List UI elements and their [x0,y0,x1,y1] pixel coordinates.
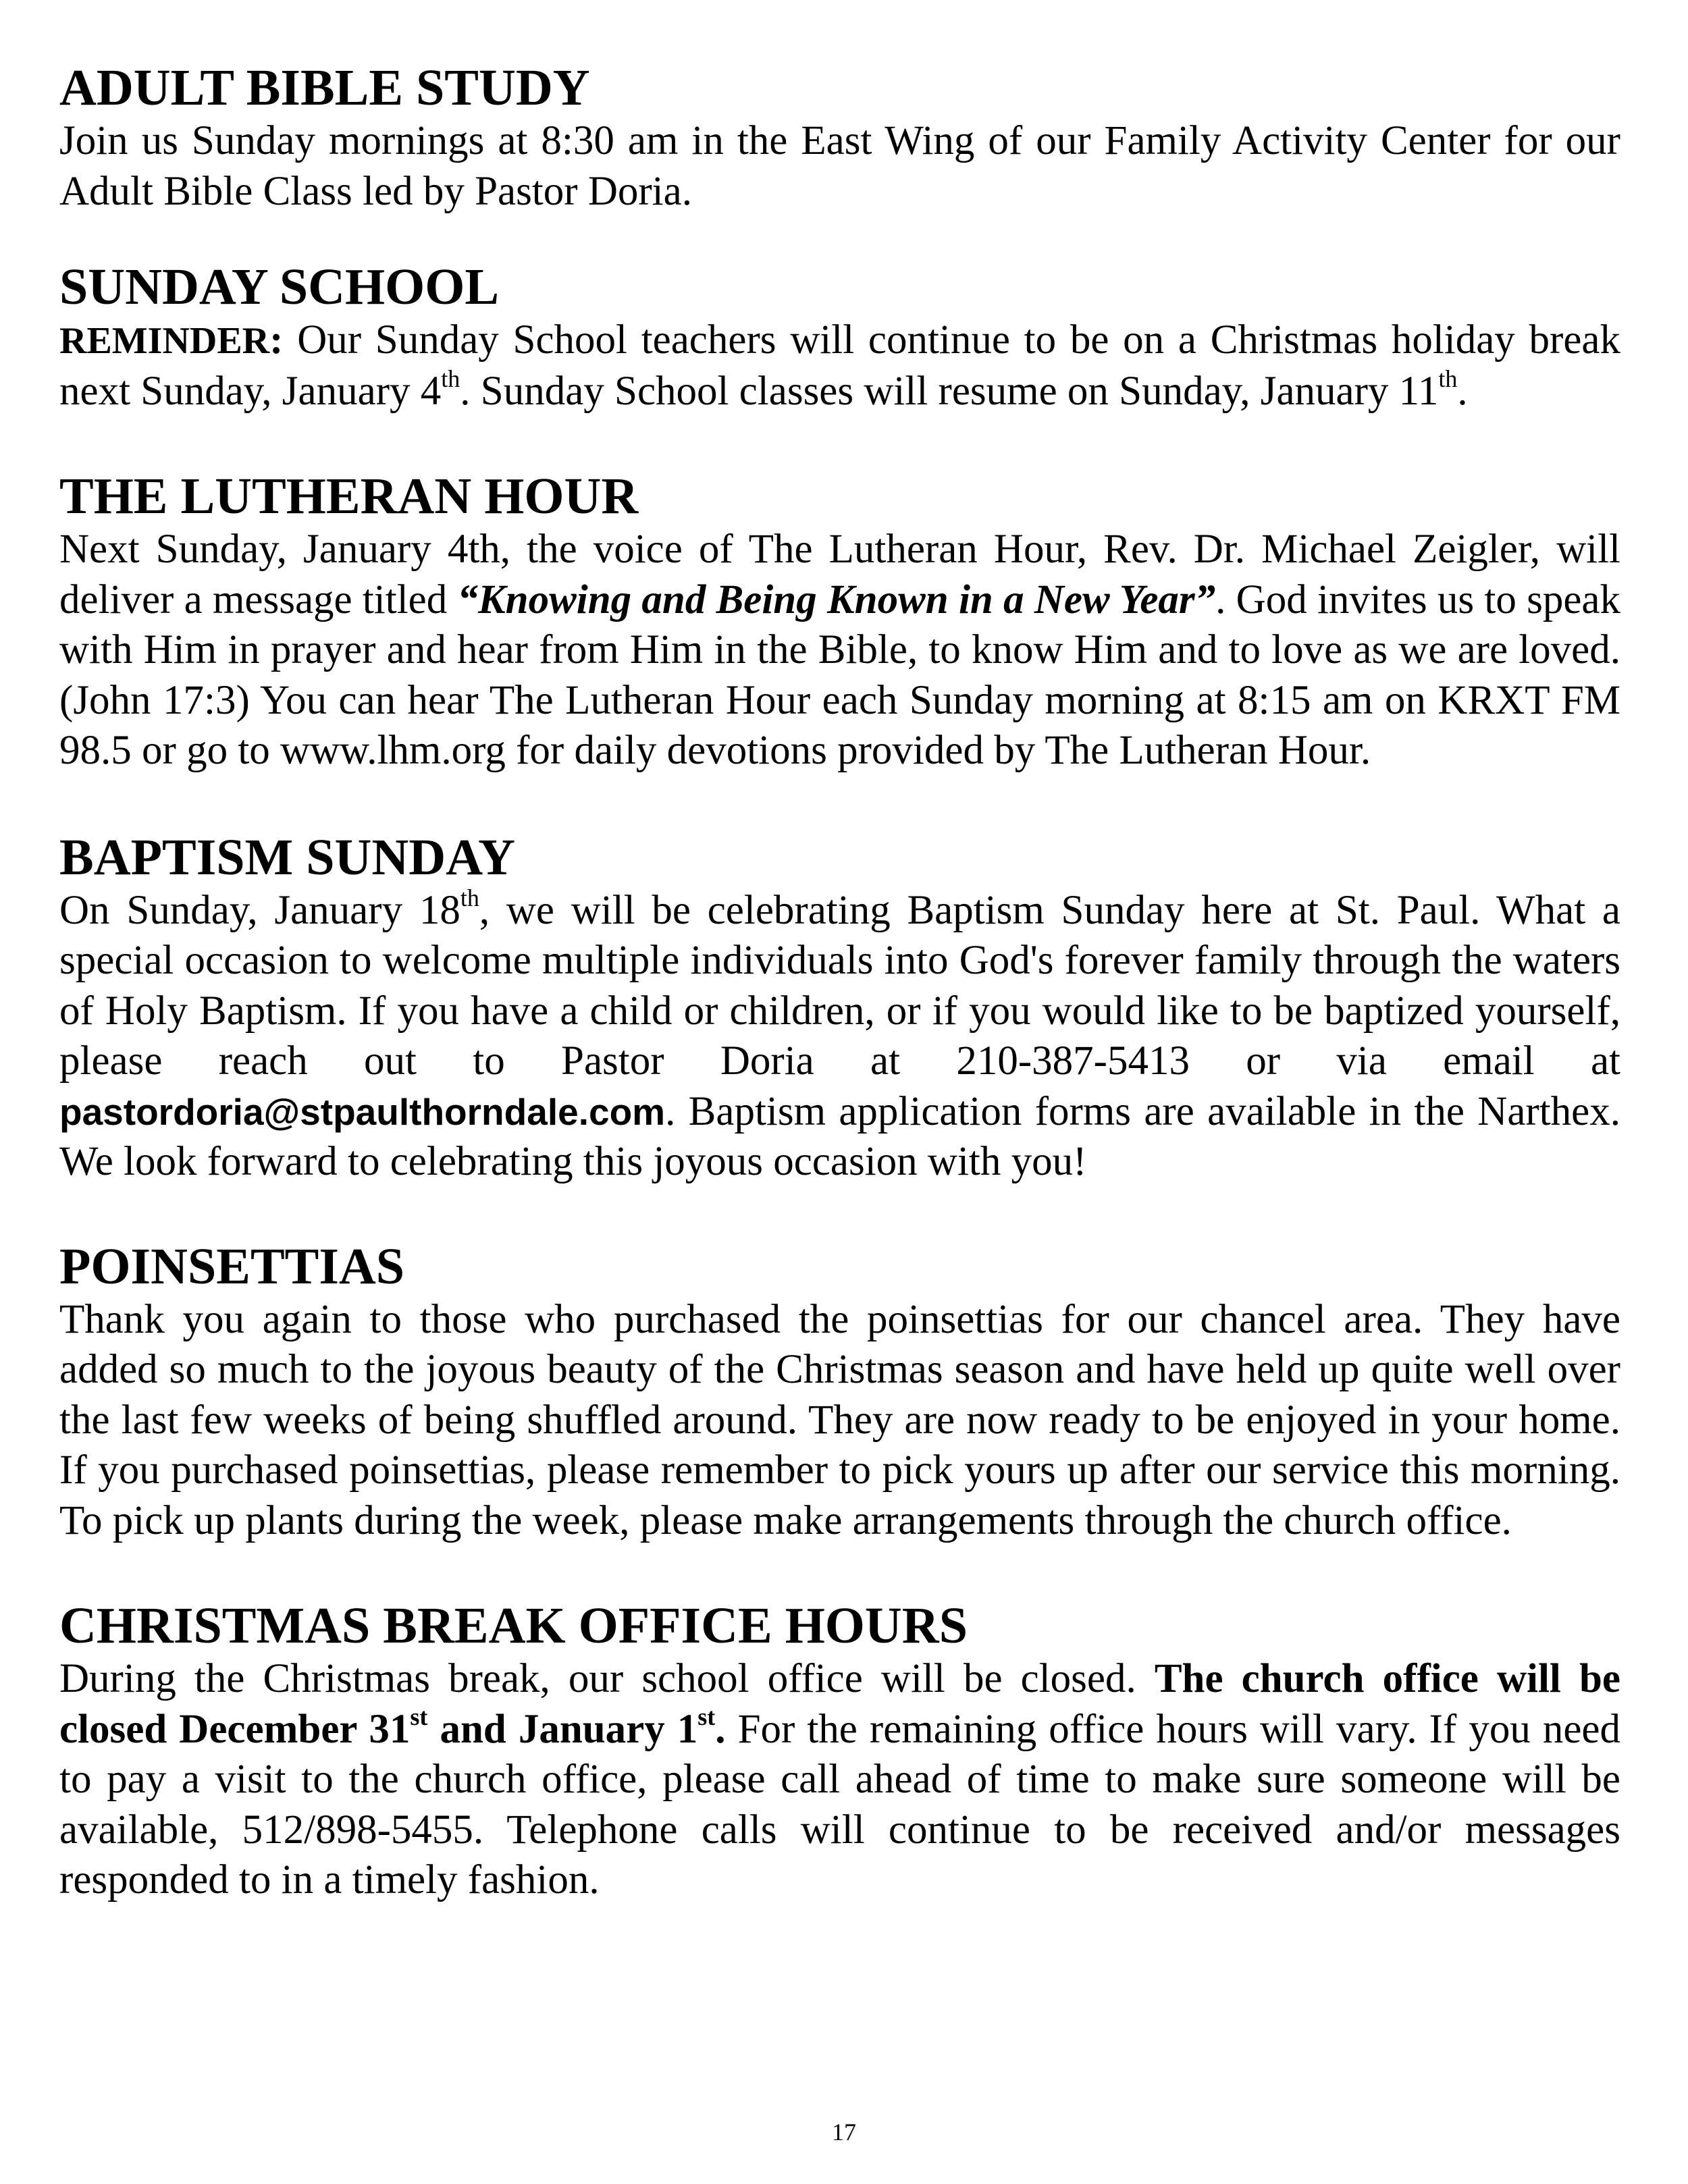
bulletin-page [59,59,1620,1906]
ordinal-suffix: st [410,1703,428,1730]
reminder-colon: : [269,317,284,363]
closure-text: The church office will be closed December 31 [59,1656,1620,1752]
body-text: Our Sunday School teachers will continue to be on a Christmas holiday break next Sunday, January 4 [59,317,1620,414]
body-text: , we will be celebrating Baptism Sunday here at St. Paul. What a special occasion to welcome multiple individuals into God's forever family through the waters of Holy Baptism. If you have a child or children, or if you would like to be baptized yourself, please reach out to Pastor Doria at 210-387-5413 or via email at [59,887,1620,1084]
body-text: For the remaining office hours will vary. If you need to pay a visit to the church office, please call ahead of time to make sure someone will be available, 512/898-5455. Telephone calls will continue to be received and/or messages responded to in a timely fashion. [59,1706,1621,1902]
section-title: BAPTISM SUNDAY [59,828,515,886]
section-title: POINSETTIAS [59,1237,405,1295]
ordinal-suffix: th [441,365,460,392]
section-body [59,1654,1620,1906]
closure-text: . [715,1706,726,1752]
message-title: “Knowing and Being Known in a New Year” [457,577,1216,622]
section-title: ADULT BIBLE STUDY [59,59,590,116]
body-text: During the Christmas break, our school office will be closed. [59,1656,1155,1701]
body-text: Next Sunday, January 4th, the voice of The Lutheran Hour, Rev. Dr. Michael Zeigler, will deliver a message titled [59,527,1620,622]
closure-text: and January 1 [427,1706,698,1752]
lutheran-hour-section [59,468,1620,776]
ordinal-suffix: th [460,884,479,911]
body-text: . Baptism application forms are available in the Narthex. We look forward to celebrating this joyous occasion with you! [59,1088,1620,1184]
office-hours-section [59,1597,1620,1906]
body-text: On Sunday, January 18 [59,887,460,933]
section-title: CHRISTMAS BREAK OFFICE HOURS [59,1597,968,1654]
body-text: . [1457,368,1468,414]
baptism-sunday-section [59,829,1620,1188]
section-body [59,525,1620,776]
page-number: 17 [832,2119,856,2146]
section-title: THE LUTHERAN HOUR [59,468,639,525]
section-body [59,886,1620,1188]
adult-bible-study-section [59,59,1620,217]
section-title: SUNDAY SCHOOL [59,259,500,315]
reminder-label: REMINDER [59,320,270,362]
ordinal-suffix: th [1438,365,1458,392]
body-text: . Sunday School classes will resume on Sunday, January 11 [460,368,1439,414]
section-body: Join us Sunday mornings at 8:30 am in the East Wing of our Family Activity Center for our Adult Bible Class led by Pastor Doria. [59,118,1620,214]
poinsettias-section [59,1238,1620,1547]
section-body: Thank you again to those who purchased the poinsettias for our chancel area. They have added so much to the joyous beauty of the Christmas season and have held up quite well over the last few weeks of being shuffled around. They are now ready to be enjoyed in your home. If you purchased poinsettias, please remember to pick yours up after our service this morning. To pick up plants during the week, please make arrangements through the church office. [59,1296,1620,1543]
sunday-school-section [59,259,1620,417]
pastor-email-link[interactable]: pastordoria@stpaulthorndale.com [59,1090,666,1133]
body-text: . God invites us to speak with Him in prayer and hear from Him in the Bible, to know Him and to love as we are loved. (John 17:3) You can hear The Lutheran Hour each Sunday morning at 8:15 am on KRXT FM 98.5 or go to www.lhm.org for daily devotions provided by The Lutheran Hour. [59,577,1620,773]
section-body [59,315,1620,417]
ordinal-suffix: st [697,1703,716,1730]
